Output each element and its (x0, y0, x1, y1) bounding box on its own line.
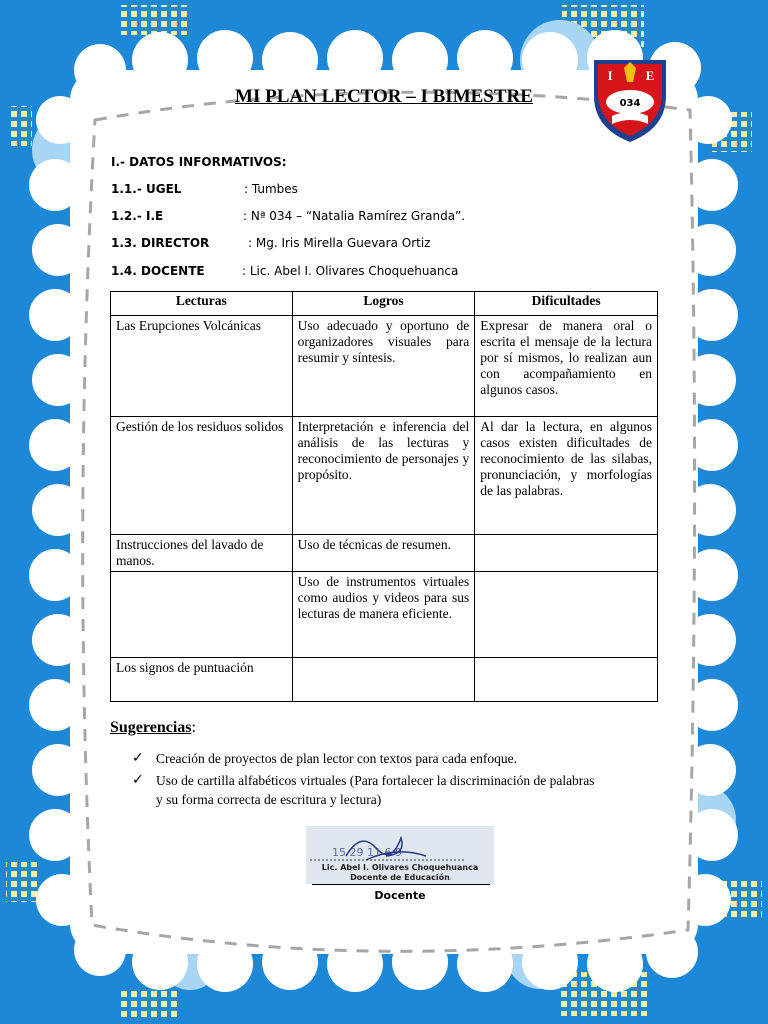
signature-stamp (306, 826, 494, 884)
table-header-row (111, 292, 658, 316)
school-crest-icon (592, 58, 668, 144)
cell-dificultad (475, 572, 658, 658)
logo-number: 034 (619, 98, 641, 109)
dot-cluster-top-left (118, 5, 190, 35)
cell-dificultad: Expresar de manera oral o escrita el mensaje de la lectura por sí mismos, lo realizan aun con acompañamiento en algunos casos. (475, 316, 658, 417)
list-item (132, 771, 602, 809)
suggestions-list (132, 749, 602, 812)
cell-logro: Uso de instrumentos virtuales como audios y videos para sus lecturas de manera eficiente. (292, 572, 475, 658)
info-value: : Tumbes (244, 182, 298, 196)
logo-letter-right: E (645, 68, 655, 83)
cell-lectura: Las Erupciones Volcánicas (111, 316, 293, 417)
list-item (132, 749, 602, 768)
info-value: : Mg. Iris Mirella Guevara Ortiz (248, 236, 431, 250)
cell-lectura (111, 572, 293, 658)
info-value: : Nª 034 – “Natalia Ramírez Granda”. (243, 209, 466, 223)
info-row-ugel (111, 182, 298, 196)
table-row (111, 658, 658, 702)
cell-lectura: Instrucciones del lavado de manos. (111, 535, 293, 572)
cell-lectura: Gestión de los residuos solidos (111, 417, 293, 535)
plan-table (110, 291, 658, 702)
signature-role: Docente (374, 889, 426, 902)
info-label: 1.4. DOCENTE (111, 264, 205, 278)
info-row-docente (111, 264, 459, 278)
suggestions-heading: Sugerencias: (110, 719, 196, 736)
header-logros: Logros (292, 292, 475, 316)
info-label: 1.3. DIRECTOR (111, 236, 210, 250)
check-icon: ✓ (132, 750, 144, 766)
cell-dificultad: Al dar la lectura, en algunos casos existen dificultades de reconocimiento de las silabas, pronunciación, y morfologías de las palabras. (475, 417, 658, 535)
signature-scribble: 15 29 11 6 9 (332, 846, 402, 859)
table-row (111, 417, 658, 535)
header-lecturas: Lecturas (111, 292, 293, 316)
check-icon: ✓ (132, 772, 144, 788)
cell-logro: Uso adecuado y oportuno de organizadores visuales para resumir y síntesis. (292, 316, 475, 417)
table-row (111, 316, 658, 417)
header-dificultades: Dificultades (475, 292, 658, 316)
section-heading: I.- DATOS INFORMATIVOS: (111, 155, 287, 169)
document-title: MI PLAN LECTOR – I BIMESTRE (235, 86, 533, 107)
logo-letter-left: I (607, 68, 613, 83)
signature-title: Docente de Educación (350, 873, 450, 882)
suggestions-title: Sugerencias (110, 719, 192, 736)
cell-dificultad (475, 535, 658, 572)
cell-lectura: Los signos de puntuación (111, 658, 293, 702)
info-label: 1.1.- UGEL (111, 182, 182, 196)
signature-name: Lic. Abel I. Olivares Choquehuanca (321, 863, 479, 872)
cell-logro: Uso de técnicas de resumen. (292, 535, 475, 572)
cell-dificultad (475, 658, 658, 702)
info-row-director (111, 236, 431, 250)
info-label: 1.2.- I.E (111, 209, 164, 223)
signature-line (312, 884, 490, 885)
info-value: : Lic. Abel I. Olivares Choquehuanca (242, 264, 459, 278)
suggestion-text: Uso de cartilla alfabéticos virtuales (Para fortalecer la discriminación de palabras y su forma correcta de escritura y lectura) (156, 773, 595, 807)
table-row (111, 535, 658, 572)
info-row-ie (111, 209, 466, 223)
cell-logro: Interpretación e inferencia del análisis de las lecturas y reconocimiento de personajes y propósito. (292, 417, 475, 535)
suggestion-text: Creación de proyectos de plan lector con textos para cada enfoque. (156, 751, 517, 766)
table-row (111, 572, 658, 658)
cell-logro (292, 658, 475, 702)
